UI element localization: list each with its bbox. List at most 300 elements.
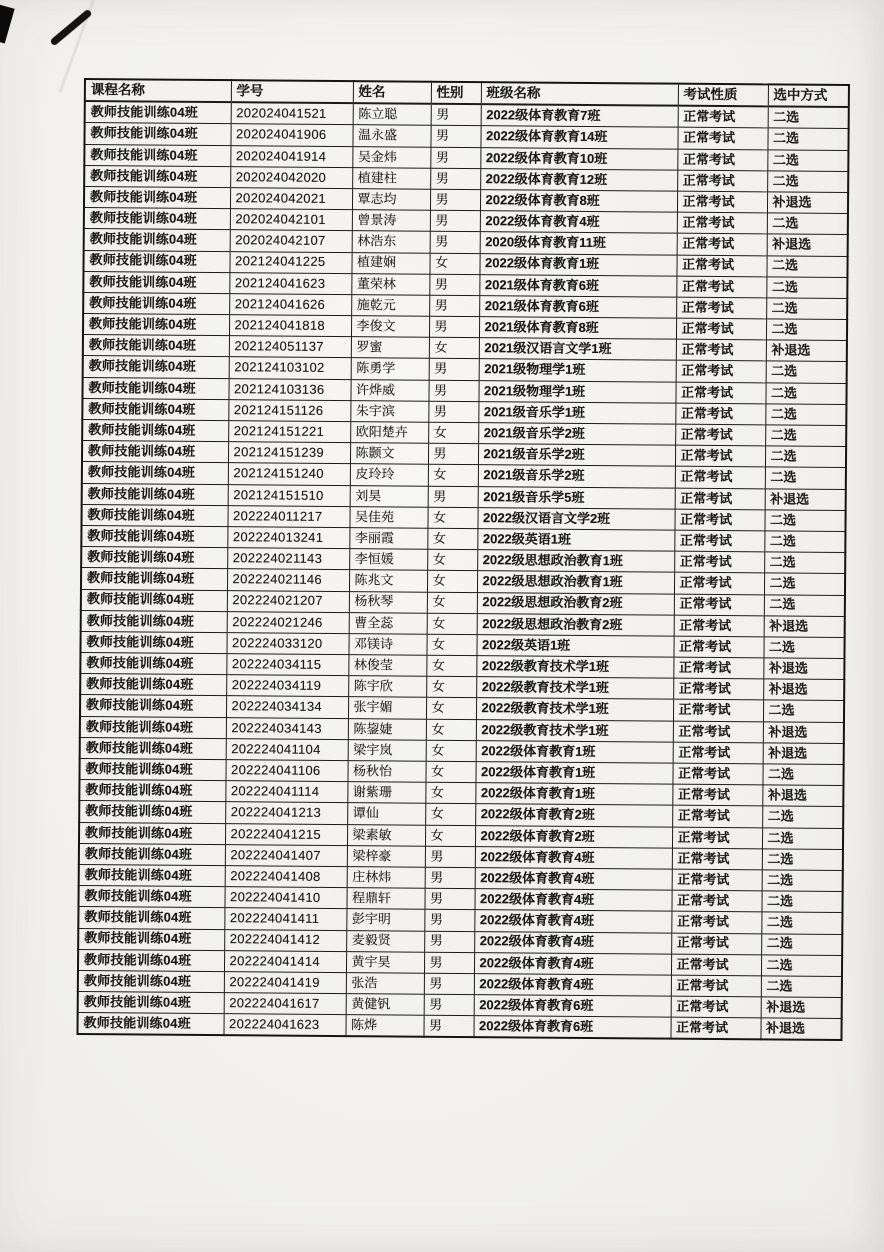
cell-exam-type: 正常考试 xyxy=(673,742,763,764)
table-row xyxy=(77,1013,841,1041)
cell-name: 植建柱 xyxy=(352,167,430,189)
cell-selection-method: 补退选 xyxy=(763,721,844,743)
cell-student-id: 202124041225 xyxy=(229,251,351,273)
cell-gender: 男 xyxy=(424,910,474,932)
cell-class-name: 2022级体育教育1班 xyxy=(475,762,672,785)
cell-name: 曾景涛 xyxy=(352,210,430,232)
cell-class-name: 2021级物理学1班 xyxy=(478,380,675,403)
cell-name: 张浩 xyxy=(346,972,424,994)
cell-class-name: 2021级体育教育6班 xyxy=(479,274,676,297)
cell-class-name: 2022级教育技术学1班 xyxy=(476,656,673,679)
cell-student-id: 202224034134 xyxy=(226,696,348,718)
cell-class-name: 2022级体育教育7班 xyxy=(481,104,678,127)
cell-class-name: 2021级物理学1班 xyxy=(479,359,676,382)
cell-student-id: 202124041626 xyxy=(229,294,351,316)
cell-exam-type: 正常考试 xyxy=(673,657,763,679)
cell-class-name: 2022级思想政治教育2班 xyxy=(477,592,674,615)
header-cell-course: 课程名称 xyxy=(85,79,231,102)
cell-gender: 女 xyxy=(427,549,477,571)
cell-course: 教师技能训练04班 xyxy=(77,1013,223,1036)
cell-selection-method: 二选 xyxy=(761,955,842,977)
cell-student-id: 202224034115 xyxy=(226,654,348,676)
cell-course: 教师技能训练04班 xyxy=(78,970,224,992)
cell-name: 李恒媛 xyxy=(349,549,427,571)
cell-class-name: 2022级体育教育4班 xyxy=(474,931,671,954)
cell-gender: 女 xyxy=(429,337,479,359)
cell-class-name: 2021级体育教育6班 xyxy=(479,295,676,318)
cell-class-name: 2022级英语1班 xyxy=(476,634,673,657)
cell-exam-type: 正常考试 xyxy=(672,869,762,891)
cell-student-id: 202224021207 xyxy=(227,590,349,612)
cell-student-id: 202124151126 xyxy=(228,399,350,421)
cell-course: 教师技能训练04班 xyxy=(84,165,230,187)
cell-student-id: 202224041408 xyxy=(225,866,347,888)
cell-class-name: 2022级体育教育4班 xyxy=(475,868,672,891)
cell-selection-method: 二选 xyxy=(764,573,845,595)
cell-name: 梁素敏 xyxy=(347,824,425,846)
header-cell-gender: 性别 xyxy=(431,82,481,105)
cell-course: 教师技能训练04班 xyxy=(79,822,225,844)
cell-course: 教师技能训练04班 xyxy=(82,419,228,441)
cell-selection-method: 二选 xyxy=(762,870,843,892)
cell-name: 林浩东 xyxy=(352,231,430,253)
cell-class-name: 2022级体育教育4班 xyxy=(474,910,671,933)
cell-selection-method: 二选 xyxy=(765,382,846,404)
cell-selection-method: 二选 xyxy=(761,976,842,998)
cell-course: 教师技能训练04班 xyxy=(83,271,229,293)
cell-exam-type: 正常考试 xyxy=(677,170,767,192)
cell-name: 杨秋怡 xyxy=(347,761,425,783)
cell-class-name: 2022级教育技术学1班 xyxy=(476,677,673,700)
cell-gender: 男 xyxy=(425,867,475,889)
cell-exam-type: 正常考试 xyxy=(678,106,768,128)
cell-student-id: 202024041906 xyxy=(230,124,352,146)
cell-selection-method: 二选 xyxy=(763,637,844,659)
cell-selection-method: 补退选 xyxy=(765,488,846,510)
cell-selection-method: 补退选 xyxy=(767,234,848,256)
cell-gender: 女 xyxy=(426,719,476,741)
cell-gender: 女 xyxy=(429,253,479,275)
students-table xyxy=(76,78,849,1041)
cell-student-id: 202224041407 xyxy=(225,844,347,866)
cell-name: 植建娴 xyxy=(351,252,429,274)
cell-student-id: 202224041412 xyxy=(224,929,346,951)
cell-course: 教师技能训练04班 xyxy=(81,610,227,632)
cell-gender: 女 xyxy=(425,782,475,804)
cell-class-name: 2020级体育教育11班 xyxy=(480,232,677,255)
cell-name: 杨秋琴 xyxy=(349,591,427,613)
cell-selection-method: 补退选 xyxy=(763,658,844,680)
cell-student-id: 202024042021 xyxy=(230,188,352,210)
cell-gender: 男 xyxy=(428,380,478,402)
cell-exam-type: 正常考试 xyxy=(676,255,766,277)
cell-exam-type: 正常考试 xyxy=(671,890,761,912)
cell-course: 教师技能训练04班 xyxy=(82,483,228,505)
header-cell-exam-type: 考试性质 xyxy=(678,84,768,107)
cell-name: 谢紫珊 xyxy=(347,782,425,804)
cell-name: 朱宇滨 xyxy=(350,400,428,422)
cell-gender: 男 xyxy=(424,931,474,953)
cell-gender: 女 xyxy=(427,507,477,529)
cell-class-name: 2022级体育教育10班 xyxy=(480,147,677,170)
cell-name: 陈颢文 xyxy=(350,443,428,465)
cell-exam-type: 正常考试 xyxy=(674,551,764,573)
cell-name: 皮玲玲 xyxy=(350,464,428,486)
cell-class-name: 2022级思想政治教育2班 xyxy=(477,613,674,636)
cell-gender: 男 xyxy=(428,443,478,465)
cell-class-name: 2022级体育教育1班 xyxy=(476,740,673,763)
cell-selection-method: 二选 xyxy=(763,700,844,722)
cell-selection-method: 二选 xyxy=(768,107,849,129)
cell-gender: 女 xyxy=(426,698,476,720)
table-body xyxy=(77,101,848,1040)
cell-course: 教师技能训练04班 xyxy=(81,504,227,526)
cell-gender: 女 xyxy=(425,825,475,847)
cell-selection-method: 二选 xyxy=(765,446,846,468)
cell-student-id: 202024042101 xyxy=(230,209,352,231)
cell-gender: 男 xyxy=(429,274,479,296)
cell-name: 欧阳楚卉 xyxy=(350,422,428,444)
cell-name: 覃志均 xyxy=(352,189,430,211)
cell-class-name: 2022级体育教育4班 xyxy=(474,952,671,975)
cell-selection-method: 二选 xyxy=(765,404,846,426)
cell-gender: 女 xyxy=(425,804,475,826)
cell-name: 陈兆文 xyxy=(349,570,427,592)
cell-gender: 女 xyxy=(426,634,476,656)
cell-exam-type: 正常考试 xyxy=(670,1017,760,1039)
cell-student-id: 202124151240 xyxy=(228,463,350,485)
cell-course: 教师技能训练04班 xyxy=(78,907,224,929)
cell-student-id: 202224041411 xyxy=(224,908,346,930)
cell-class-name: 2022级体育教育14班 xyxy=(480,126,677,149)
cell-class-name: 2022级体育教育1班 xyxy=(479,253,676,276)
cell-course: 教师技能训练04班 xyxy=(79,864,225,886)
cell-exam-type: 正常考试 xyxy=(671,911,761,933)
cell-course: 教师技能训练04班 xyxy=(84,144,230,166)
cell-course: 教师技能训练04班 xyxy=(79,843,225,865)
cell-class-name: 2022级教育技术学1班 xyxy=(476,698,673,721)
cell-name: 李丽霞 xyxy=(349,528,427,550)
cell-exam-type: 正常考试 xyxy=(676,339,766,361)
cell-exam-type: 正常考试 xyxy=(676,276,766,298)
cell-gender: 女 xyxy=(426,655,476,677)
cell-class-name: 2022级体育教育2班 xyxy=(475,825,672,848)
cell-course: 教师技能训练04班 xyxy=(82,441,228,463)
cell-exam-type: 正常考试 xyxy=(673,700,763,722)
cell-selection-method: 二选 xyxy=(761,912,842,934)
cell-selection-method: 补退选 xyxy=(766,340,847,362)
cell-name: 谭仙 xyxy=(347,803,425,825)
cell-student-id: 202124151510 xyxy=(228,484,350,506)
cell-name: 刘昊 xyxy=(350,485,428,507)
scan-corner-artifact xyxy=(0,4,15,43)
cell-course: 教师技能训练04班 xyxy=(80,631,226,653)
cell-name: 彭宇明 xyxy=(346,909,424,931)
cell-course: 教师技能训练04班 xyxy=(78,992,224,1014)
cell-course: 教师技能训练04班 xyxy=(81,525,227,547)
cell-course: 教师技能训练04班 xyxy=(82,377,228,399)
pen-scribble-mark xyxy=(50,9,93,47)
cell-selection-method: 二选 xyxy=(767,213,848,235)
cell-exam-type: 正常考试 xyxy=(676,361,766,383)
cell-gender: 女 xyxy=(428,465,478,487)
cell-exam-type: 正常考试 xyxy=(674,615,764,637)
cell-student-id: 202224041215 xyxy=(225,823,347,845)
cell-class-name: 2022级体育教育12班 xyxy=(480,168,677,191)
cell-exam-type: 正常考试 xyxy=(672,806,762,828)
cell-class-name: 2022级体育教育4班 xyxy=(474,889,671,912)
cell-class-name: 2021级音乐学2班 xyxy=(478,465,675,488)
cell-selection-method: 二选 xyxy=(767,171,848,193)
cell-exam-type: 正常考试 xyxy=(677,212,767,234)
cell-class-name: 2021级体育教育8班 xyxy=(479,317,676,340)
cell-selection-method: 二选 xyxy=(766,361,847,383)
cell-course: 教师技能训练04班 xyxy=(80,737,226,759)
cell-gender: 男 xyxy=(430,232,480,254)
cell-selection-method: 二选 xyxy=(761,933,842,955)
cell-gender: 女 xyxy=(425,761,475,783)
cell-exam-type: 正常考试 xyxy=(675,445,765,467)
cell-name: 陈立聪 xyxy=(353,103,431,125)
cell-student-id: 202124041818 xyxy=(229,315,351,337)
cell-gender: 男 xyxy=(430,168,480,190)
cell-class-name: 2022级体育教育6班 xyxy=(474,995,671,1018)
cell-gender: 女 xyxy=(428,422,478,444)
cell-student-id: 202224013241 xyxy=(227,527,349,549)
cell-course: 教师技能训练04班 xyxy=(84,208,230,230)
cell-exam-type: 正常考试 xyxy=(677,149,767,171)
cell-selection-method: 补退选 xyxy=(763,743,844,765)
cell-course: 教师技能训练04班 xyxy=(78,928,224,950)
cell-student-id: 202224041617 xyxy=(224,993,346,1015)
cell-student-id: 202124151239 xyxy=(228,442,350,464)
cell-exam-type: 正常考试 xyxy=(676,318,766,340)
cell-gender: 男 xyxy=(429,295,479,317)
header-cell-selection-method: 选中方式 xyxy=(768,84,849,107)
cell-class-name: 2022级教育技术学1班 xyxy=(476,719,673,742)
cell-selection-method: 二选 xyxy=(767,128,848,150)
cell-student-id: 202224011217 xyxy=(227,505,349,527)
cell-selection-method: 补退选 xyxy=(763,679,844,701)
cell-class-name: 2022级体育教育4班 xyxy=(474,973,671,996)
cell-course: 教师技能训练04班 xyxy=(79,758,225,780)
cell-class-name: 2021级音乐学5班 xyxy=(478,486,675,509)
cell-course: 教师技能训练04班 xyxy=(79,801,225,823)
cell-name: 黄健钒 xyxy=(346,994,424,1016)
cell-course: 教师技能训练04班 xyxy=(78,949,224,971)
cell-class-name: 2022级思想政治教育1班 xyxy=(477,571,674,594)
cell-student-id: 202224041114 xyxy=(225,781,347,803)
cell-gender: 男 xyxy=(424,973,474,995)
cell-course: 教师技能训练04班 xyxy=(81,547,227,569)
cell-course: 教师技能训练04班 xyxy=(83,356,229,378)
cell-gender: 男 xyxy=(428,486,478,508)
cell-exam-type: 正常考试 xyxy=(674,572,764,594)
cell-course: 教师技能训练04班 xyxy=(84,186,230,208)
cell-name: 吴佳苑 xyxy=(349,506,427,528)
cell-name: 陈勇学 xyxy=(351,358,429,380)
cell-name: 陈鋆婕 xyxy=(348,718,426,740)
cell-name: 梁梓豪 xyxy=(347,845,425,867)
cell-gender: 女 xyxy=(426,740,476,762)
cell-selection-method: 二选 xyxy=(766,319,847,341)
cell-student-id: 202224041414 xyxy=(224,950,346,972)
cell-exam-type: 正常考试 xyxy=(675,424,765,446)
cell-course: 教师技能训练04班 xyxy=(82,462,228,484)
cell-student-id: 202224041410 xyxy=(224,887,346,909)
cell-exam-type: 正常考试 xyxy=(674,594,764,616)
cell-course: 教师技能训练04班 xyxy=(80,716,226,738)
cell-gender: 男 xyxy=(429,316,479,338)
cell-course: 教师技能训练04班 xyxy=(84,229,230,251)
cell-gender: 男 xyxy=(431,104,481,126)
cell-exam-type: 正常考试 xyxy=(675,382,765,404)
cell-gender: 女 xyxy=(426,676,476,698)
cell-course: 教师技能训练04班 xyxy=(85,101,231,124)
cell-exam-type: 正常考试 xyxy=(674,509,764,531)
cell-class-name: 2022级体育教育4班 xyxy=(480,211,677,234)
cell-class-name: 2021级音乐学2班 xyxy=(478,444,675,467)
cell-student-id: 202224041106 xyxy=(225,760,347,782)
roster-table-wrap xyxy=(76,78,849,1041)
cell-selection-method: 二选 xyxy=(762,764,843,786)
cell-student-id: 202224041623 xyxy=(223,1014,345,1037)
cell-exam-type: 正常考试 xyxy=(673,678,763,700)
cell-gender: 男 xyxy=(430,210,480,232)
cell-selection-method: 补退选 xyxy=(762,785,843,807)
cell-name: 施乾元 xyxy=(351,294,429,316)
cell-exam-type: 正常考试 xyxy=(673,721,763,743)
cell-selection-method: 二选 xyxy=(764,510,845,532)
cell-course: 教师技能训练04班 xyxy=(83,314,229,336)
cell-student-id: 202224033120 xyxy=(226,633,348,655)
header-cell-class-name: 班级名称 xyxy=(481,82,678,106)
cell-class-name: 2021级音乐学2班 xyxy=(478,423,675,446)
cell-class-name: 2021级汉语言文学1班 xyxy=(479,338,676,361)
header-cell-student-id: 学号 xyxy=(231,80,353,103)
cell-course: 教师技能训练04班 xyxy=(82,398,228,420)
cell-student-id: 202124151221 xyxy=(228,421,350,443)
cell-exam-type: 正常考试 xyxy=(677,233,767,255)
cell-name: 曹全蕊 xyxy=(349,612,427,634)
cell-name: 邓镁诗 xyxy=(348,633,426,655)
cell-exam-type: 正常考试 xyxy=(677,128,767,150)
cell-class-name: 2022级思想政治教育1班 xyxy=(477,550,674,573)
cell-class-name: 2022级体育教育4班 xyxy=(475,846,672,869)
cell-class-name: 2022级体育教育8班 xyxy=(480,190,677,213)
cell-name: 庄林炜 xyxy=(347,867,425,889)
cell-course: 教师技能训练04班 xyxy=(80,653,226,675)
cell-exam-type: 正常考试 xyxy=(675,467,765,489)
cell-gender: 女 xyxy=(427,571,477,593)
cell-exam-type: 正常考试 xyxy=(675,488,765,510)
cell-course: 教师技能训练04班 xyxy=(83,335,229,357)
cell-exam-type: 正常考试 xyxy=(676,297,766,319)
cell-class-name: 2022级汉语言文学2班 xyxy=(477,507,674,530)
cell-selection-method: 二选 xyxy=(764,552,845,574)
cell-student-id: 202224034119 xyxy=(226,675,348,697)
cell-student-id: 202024041914 xyxy=(230,145,352,167)
cell-student-id: 202224041213 xyxy=(225,802,347,824)
cell-gender: 女 xyxy=(427,528,477,550)
cell-name: 黄宇昊 xyxy=(346,951,424,973)
cell-gender: 男 xyxy=(430,147,480,169)
cell-course: 教师技能训练04班 xyxy=(83,292,229,314)
cell-exam-type: 正常考试 xyxy=(672,784,762,806)
cell-class-name: 2022级体育教育1班 xyxy=(475,783,672,806)
cell-name: 林俊莹 xyxy=(348,655,426,677)
cell-student-id: 202224021246 xyxy=(227,611,349,633)
cell-exam-type: 正常考试 xyxy=(672,848,762,870)
cell-selection-method: 二选 xyxy=(762,806,843,828)
cell-name: 罗蜜 xyxy=(351,337,429,359)
cell-selection-method: 二选 xyxy=(766,298,847,320)
cell-name: 麦毅贤 xyxy=(346,930,424,952)
cell-class-name: 2021级音乐学1班 xyxy=(478,401,675,424)
cell-selection-method: 二选 xyxy=(764,531,845,553)
cell-gender: 女 xyxy=(427,592,477,614)
cell-exam-type: 正常考试 xyxy=(677,191,767,213)
cell-exam-type: 正常考试 xyxy=(671,933,761,955)
cell-course: 教师技能训练04班 xyxy=(80,695,226,717)
cell-selection-method: 二选 xyxy=(765,467,846,489)
cell-gender: 男 xyxy=(429,359,479,381)
cell-course: 教师技能训练04班 xyxy=(84,123,230,145)
cell-class-name: 2022级英语1班 xyxy=(477,529,674,552)
cell-student-id: 202024041521 xyxy=(231,102,353,125)
cell-student-id: 202224041104 xyxy=(226,738,348,760)
cell-student-id: 202124103136 xyxy=(228,378,350,400)
cell-student-id: 202224021143 xyxy=(227,548,349,570)
cell-gender: 女 xyxy=(427,613,477,635)
cell-selection-method: 二选 xyxy=(761,891,842,913)
cell-exam-type: 正常考试 xyxy=(673,636,763,658)
cell-gender: 男 xyxy=(430,189,480,211)
cell-course: 教师技能训练04班 xyxy=(80,674,226,696)
cell-gender: 男 xyxy=(428,401,478,423)
cell-student-id: 202224034143 xyxy=(226,717,348,739)
cell-course: 教师技能训练04班 xyxy=(83,250,229,272)
cell-selection-method: 补退选 xyxy=(764,616,845,638)
cell-selection-method: 二选 xyxy=(767,149,848,171)
cell-exam-type: 正常考试 xyxy=(675,403,765,425)
cell-name: 李俊文 xyxy=(351,316,429,338)
cell-class-name: 2022级体育教育6班 xyxy=(473,1016,670,1039)
cell-selection-method: 二选 xyxy=(766,277,847,299)
cell-student-id: 202024042107 xyxy=(230,230,352,252)
cell-class-name: 2022级体育教育2班 xyxy=(475,804,672,827)
header-cell-name: 姓名 xyxy=(353,81,431,104)
cell-name: 张宇媚 xyxy=(348,697,426,719)
cell-gender: 男 xyxy=(424,994,474,1016)
cell-selection-method: 补退选 xyxy=(760,1018,841,1040)
cell-exam-type: 正常考试 xyxy=(674,530,764,552)
cell-student-id: 202224041419 xyxy=(224,972,346,994)
cell-student-id: 202124051137 xyxy=(229,336,351,358)
cell-selection-method: 补退选 xyxy=(767,192,848,214)
cell-gender: 男 xyxy=(430,126,480,148)
cell-student-id: 202024042020 xyxy=(230,166,352,188)
cell-selection-method: 二选 xyxy=(766,255,847,277)
cell-name: 温永盛 xyxy=(352,125,430,147)
cell-course: 教师技能训练04班 xyxy=(81,568,227,590)
cell-exam-type: 正常考试 xyxy=(671,996,761,1018)
cell-gender: 男 xyxy=(425,846,475,868)
cell-name: 陈宇欣 xyxy=(348,676,426,698)
cell-gender: 男 xyxy=(423,1015,473,1037)
cell-selection-method: 二选 xyxy=(762,827,843,849)
cell-selection-method: 二选 xyxy=(762,849,843,871)
